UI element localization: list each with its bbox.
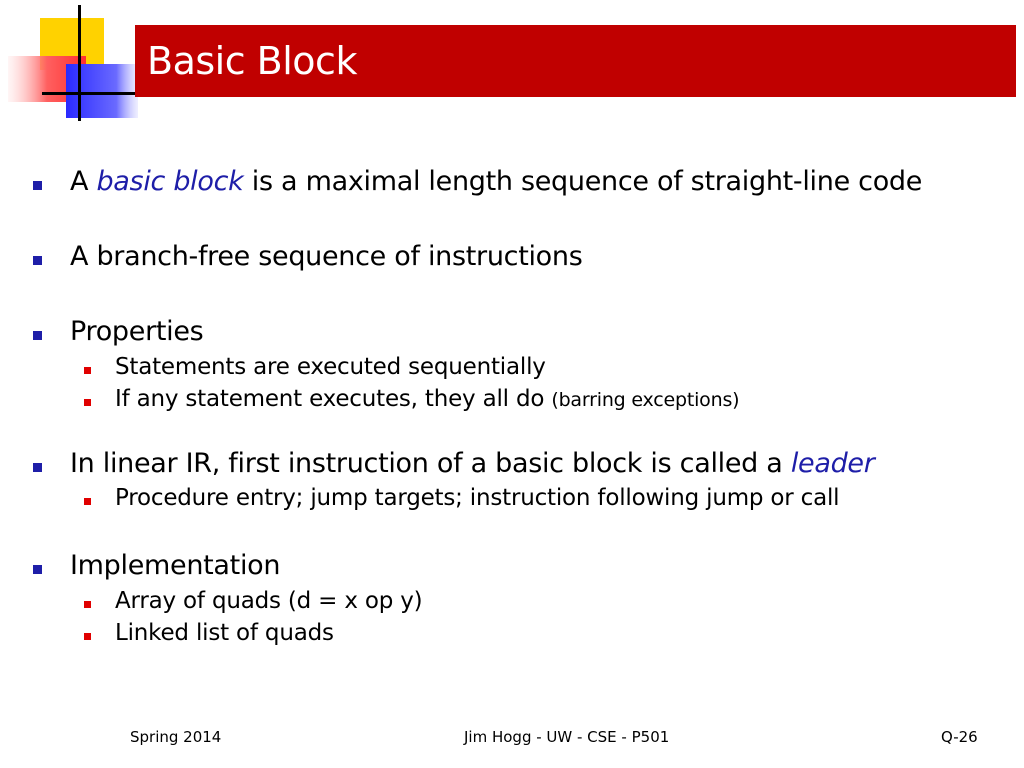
sub-bullet-array-of-quads: Array of quads (d = x op y) bbox=[115, 588, 423, 614]
bullet-basic-block-definition bbox=[70, 166, 922, 197]
sub-bullet-marker bbox=[84, 601, 91, 608]
sub-bullet-marker bbox=[84, 498, 91, 505]
emphasis-term: leader bbox=[790, 448, 875, 479]
footer-author: Jim Hogg - UW - CSE - P501 bbox=[464, 728, 670, 746]
bullet-marker bbox=[33, 181, 42, 190]
bullet-text: A bbox=[70, 166, 89, 197]
bullet-marker bbox=[33, 565, 42, 574]
slide-title: Basic Block bbox=[147, 39, 357, 83]
sub-bullet-all-execute bbox=[115, 386, 739, 412]
sub-bullet-note: (barring exceptions) bbox=[551, 389, 740, 411]
bullet-marker bbox=[33, 331, 42, 340]
sub-bullet-linked-list: Linked list of quads bbox=[115, 620, 334, 646]
bullet-properties: Properties bbox=[70, 316, 204, 347]
sub-bullet-marker bbox=[84, 399, 91, 406]
bullet-marker bbox=[33, 256, 42, 265]
bullet-marker bbox=[33, 463, 42, 472]
sub-bullet-marker bbox=[84, 633, 91, 640]
sub-bullet-leader-cases: Procedure entry; jump targets; instruction following jump or call bbox=[115, 485, 840, 511]
bullet-text: In linear IR, first instruction of a basic block is called a bbox=[70, 448, 783, 479]
footer-date: Spring 2014 bbox=[130, 728, 222, 746]
bullet-leader bbox=[70, 448, 875, 479]
bullet-branch-free: A branch-free sequence of instructions bbox=[70, 241, 583, 272]
bullet-text: is a maximal length sequence of straight-line code bbox=[251, 166, 923, 197]
sub-bullet-text: If any statement executes, they all do bbox=[115, 386, 545, 412]
sub-bullet-marker bbox=[84, 367, 91, 374]
sub-bullet-sequential: Statements are executed sequentially bbox=[115, 354, 546, 380]
footer-slide-number: Q-26 bbox=[941, 728, 978, 746]
bullet-implementation: Implementation bbox=[70, 550, 281, 581]
emphasis-term: basic block bbox=[96, 166, 244, 197]
